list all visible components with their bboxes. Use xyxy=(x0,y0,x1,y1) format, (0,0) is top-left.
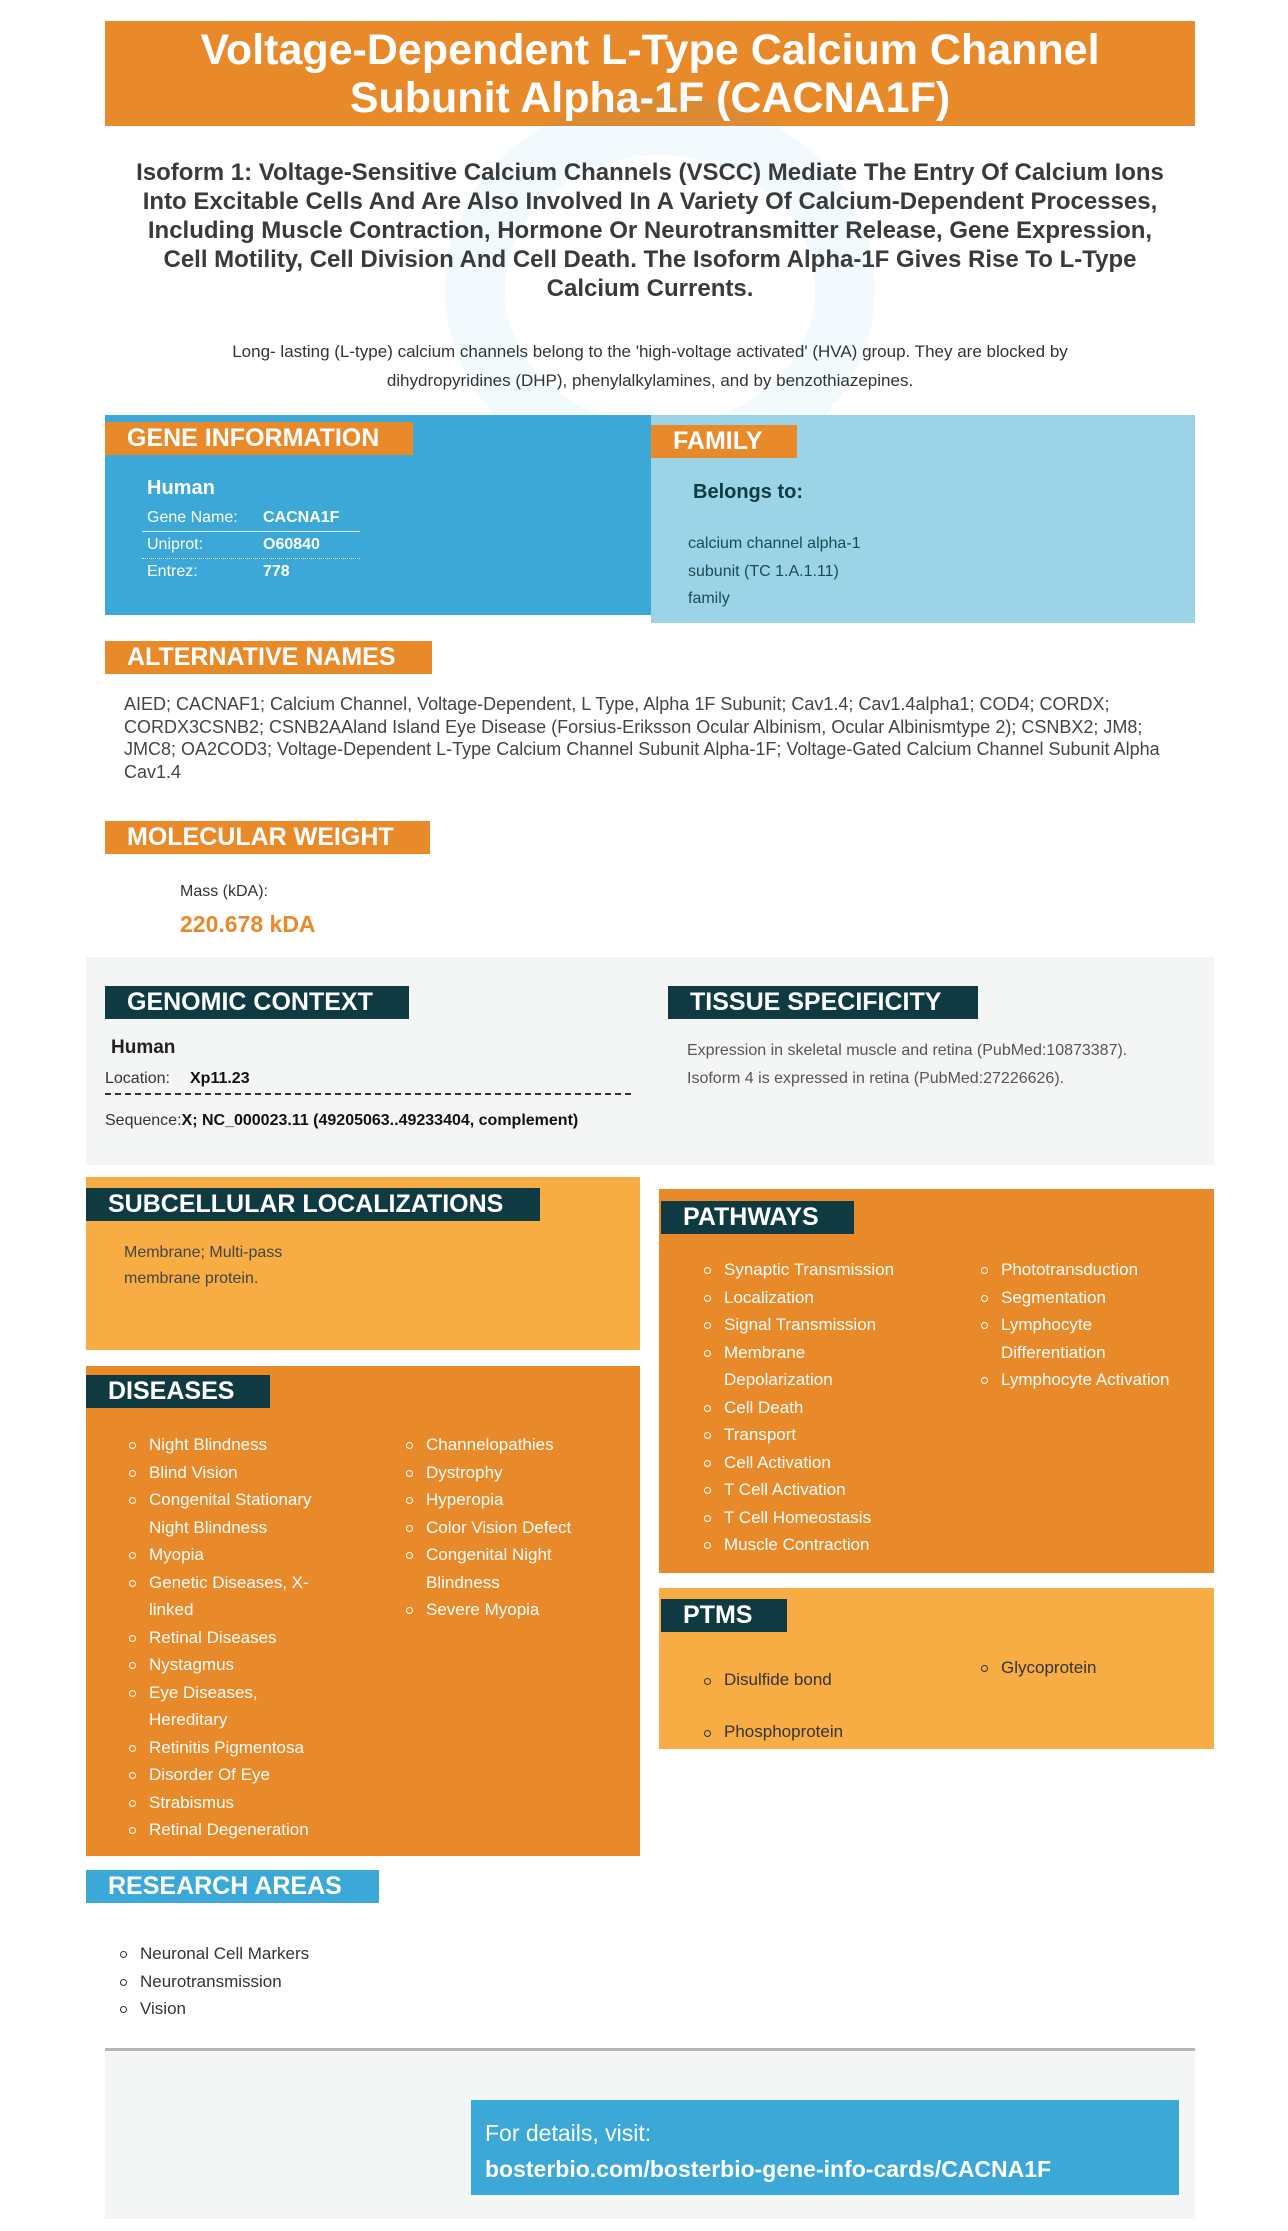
tissue-specificity-heading: TISSUE SPECIFICITY xyxy=(668,986,978,1019)
research-areas-list xyxy=(120,1940,520,2023)
pathway-item: Lymphocyte Activation xyxy=(981,1366,1191,1394)
entrez-row xyxy=(142,561,360,585)
diseases-heading: DISEASES xyxy=(86,1375,270,1408)
sequence-value: X; NC_000023.11 (49205063..49233404, complement) xyxy=(181,1112,579,1129)
pathway-item: Signal Transmission xyxy=(704,1311,914,1339)
disease-item: Blind Vision xyxy=(129,1459,329,1487)
genomic-tissue-panel xyxy=(86,957,1214,1165)
details-label: For details, visit: xyxy=(485,2120,652,2146)
gene-information-heading: GENE INFORMATION xyxy=(105,422,413,455)
pathway-item: Lymphocyte Differentiation xyxy=(981,1311,1191,1366)
alternative-names-heading: ALTERNATIVE NAMES xyxy=(105,641,432,674)
family-panel xyxy=(651,415,1195,623)
family-belongs-label: Belongs to: xyxy=(693,481,803,503)
research-area-item: Neurotransmission xyxy=(120,1968,520,1996)
subcellular-line-1: Membrane; Multi-pass xyxy=(124,1244,283,1261)
disease-item: Myopia xyxy=(129,1541,329,1569)
disease-item: Eye Diseases, Hereditary xyxy=(129,1679,329,1734)
diseases-list-col-2 xyxy=(406,1431,606,1624)
channel-description: Long- lasting (L-type) calcium channels belong to the 'high-voltage activated' (HVA) group. They are blocked by dihydropyridines (DHP), phenylalkylamines, and by benzothiazepines. xyxy=(232,342,1068,390)
family-line-1: calcium channel alpha-1 xyxy=(688,535,861,552)
location-row xyxy=(105,1065,631,1095)
gene-information-panel xyxy=(105,415,651,615)
disease-item: Night Blindness xyxy=(129,1431,329,1459)
disease-item: Retinitis Pigmentosa xyxy=(129,1734,329,1762)
gene-name-value: CACNA1F xyxy=(263,509,340,526)
disease-item: Retinal Diseases xyxy=(129,1624,329,1652)
diseases-panel xyxy=(86,1366,640,1856)
pathways-heading: PATHWAYS xyxy=(661,1201,854,1234)
subcellular-line-2: membrane protein. xyxy=(124,1270,259,1287)
molecular-weight-heading: MOLECULAR WEIGHT xyxy=(105,821,430,854)
disease-item: Nystagmus xyxy=(129,1651,329,1679)
pathway-item: Muscle Contraction xyxy=(704,1531,914,1559)
genomic-context-heading: GENOMIC CONTEXT xyxy=(105,986,409,1019)
ptms-list-col-2 xyxy=(981,1654,1191,1682)
title-line-2: Subunit Alpha-1F (CACNA1F) xyxy=(349,73,951,122)
research-area-item: Neuronal Cell Markers xyxy=(120,1940,520,1968)
pathway-item: Synaptic Transmission xyxy=(704,1256,914,1284)
disease-item: Color Vision Defect xyxy=(406,1514,606,1542)
pathway-item: Localization xyxy=(704,1284,914,1312)
ptms-heading: PTMS xyxy=(661,1599,787,1632)
disease-item: Hyperopia xyxy=(406,1486,606,1514)
disease-item: Retinal Degeneration xyxy=(129,1816,329,1844)
tissue-line-1: Expression in skeletal muscle and retina (PubMed:10873387). xyxy=(687,1042,1128,1059)
pathway-item: T Cell Homeostasis xyxy=(704,1504,914,1532)
gene-name-row xyxy=(142,507,360,532)
tissue-specificity-text xyxy=(687,1037,1127,1092)
footer-divider xyxy=(105,2048,1195,2051)
location-value: Xp11.23 xyxy=(190,1070,250,1087)
sequence-row xyxy=(105,1112,578,1130)
entrez-value: 778 xyxy=(263,563,290,580)
disease-item: Severe Myopia xyxy=(406,1596,606,1624)
genomic-species: Human xyxy=(111,1037,176,1058)
pathway-item: Cell Activation xyxy=(704,1449,914,1477)
ptm-item: Glycoprotein xyxy=(981,1654,1191,1682)
ptm-item: Disulfide bond xyxy=(704,1654,914,1706)
disease-item: Genetic Diseases, X-linked xyxy=(129,1569,329,1624)
family-line-2: subunit (TC 1.A.1.11) xyxy=(688,562,839,580)
diseases-list-col-1 xyxy=(129,1431,329,1844)
location-label: Location: xyxy=(105,1070,170,1087)
pathway-item: T Cell Activation xyxy=(704,1476,914,1504)
uniprot-label: Uniprot: xyxy=(147,536,204,553)
uniprot-row xyxy=(142,534,360,559)
alternative-names-text: AIED; CACNAF1; Calcium Channel, Voltage-Dependent, L Type, Alpha 1F Subunit; Cav1.4; Cav1.4alpha1; COD4; CORDX; CORDX3CSNB2; CSNB2AAland Island Eye Disease (Forsius-Eriksson Ocular Albinism, Ocular Albinismtype 2); CSNBX2; JM8; JMC8; OA2COD3; Voltage-Dependent L-Type Calcium Channel Subunit Alpha-1F; Voltage-Gated Calcium Channel Subunit Alpha Cav1.4 xyxy=(124,694,1160,782)
gene-name-label: Gene Name: xyxy=(147,509,238,526)
subcellular-heading: SUBCELLULAR LOCALIZATIONS xyxy=(86,1188,540,1221)
ptms-list-col-1 xyxy=(704,1654,914,1758)
isoform-summary: Isoform 1: Voltage-Sensitive Calcium Channels (VSCC) Mediate The Entry Of Calcium Ions Into Excitable Cells And Are Also Involved In A Variety Of Calcium-Dependent Processes, Including Muscle Contraction, Hormone Or Neurotransmitter Release, Gene Expression, Cell Motility, Cell Division And Cell Death. The Isoform Alpha-1F Gives Rise To L-Type Calcium Currents. xyxy=(136,159,1164,302)
gene-species: Human xyxy=(147,477,215,499)
details-url-link[interactable]: bosterbio.com/bosterbio-gene-info-cards/CACNA1F xyxy=(485,2156,1052,2182)
title-line-1: Voltage-Dependent L-Type Calcium Channel xyxy=(200,25,1100,74)
pathway-item: Segmentation xyxy=(981,1284,1191,1312)
disease-item: Strabismus xyxy=(129,1789,329,1817)
mass-value: 220.678 kDA xyxy=(180,911,316,937)
sequence-label: Sequence: xyxy=(105,1112,182,1129)
pathway-item: Cell Death xyxy=(704,1394,914,1422)
entrez-label: Entrez: xyxy=(147,563,198,580)
research-areas-heading: RESEARCH AREAS xyxy=(86,1870,379,1903)
family-line-3: family xyxy=(688,590,730,607)
pathway-item: Transport xyxy=(704,1421,914,1449)
family-heading: FAMILY xyxy=(651,425,797,458)
disease-item: Dystrophy xyxy=(406,1459,606,1487)
family-name xyxy=(688,530,861,613)
ptms-panel xyxy=(659,1588,1214,1749)
disease-item: Congenital Stationary Night Blindness xyxy=(129,1486,329,1541)
tissue-line-2: Isoform 4 is expressed in retina (PubMed:27226626). xyxy=(687,1069,1065,1087)
pathways-list-col-1 xyxy=(704,1256,914,1559)
research-area-item: Vision xyxy=(120,1995,520,2023)
pathway-item: Phototransduction xyxy=(981,1256,1191,1284)
pathway-item: Membrane Depolarization xyxy=(704,1339,914,1394)
uniprot-value: O60840 xyxy=(263,536,320,553)
mass-label: Mass (kDA): xyxy=(180,883,268,900)
pathways-panel xyxy=(659,1189,1214,1573)
subcellular-text xyxy=(124,1240,282,1292)
pathways-list-col-2 xyxy=(981,1256,1191,1394)
disease-item: Channelopathies xyxy=(406,1431,606,1459)
subcellular-panel xyxy=(86,1177,640,1350)
disease-item: Congenital Night Blindness xyxy=(406,1541,606,1596)
ptm-item: Phosphoprotein xyxy=(704,1706,914,1758)
disease-item: Disorder Of Eye xyxy=(129,1761,329,1789)
details-link-box[interactable] xyxy=(471,2100,1179,2195)
